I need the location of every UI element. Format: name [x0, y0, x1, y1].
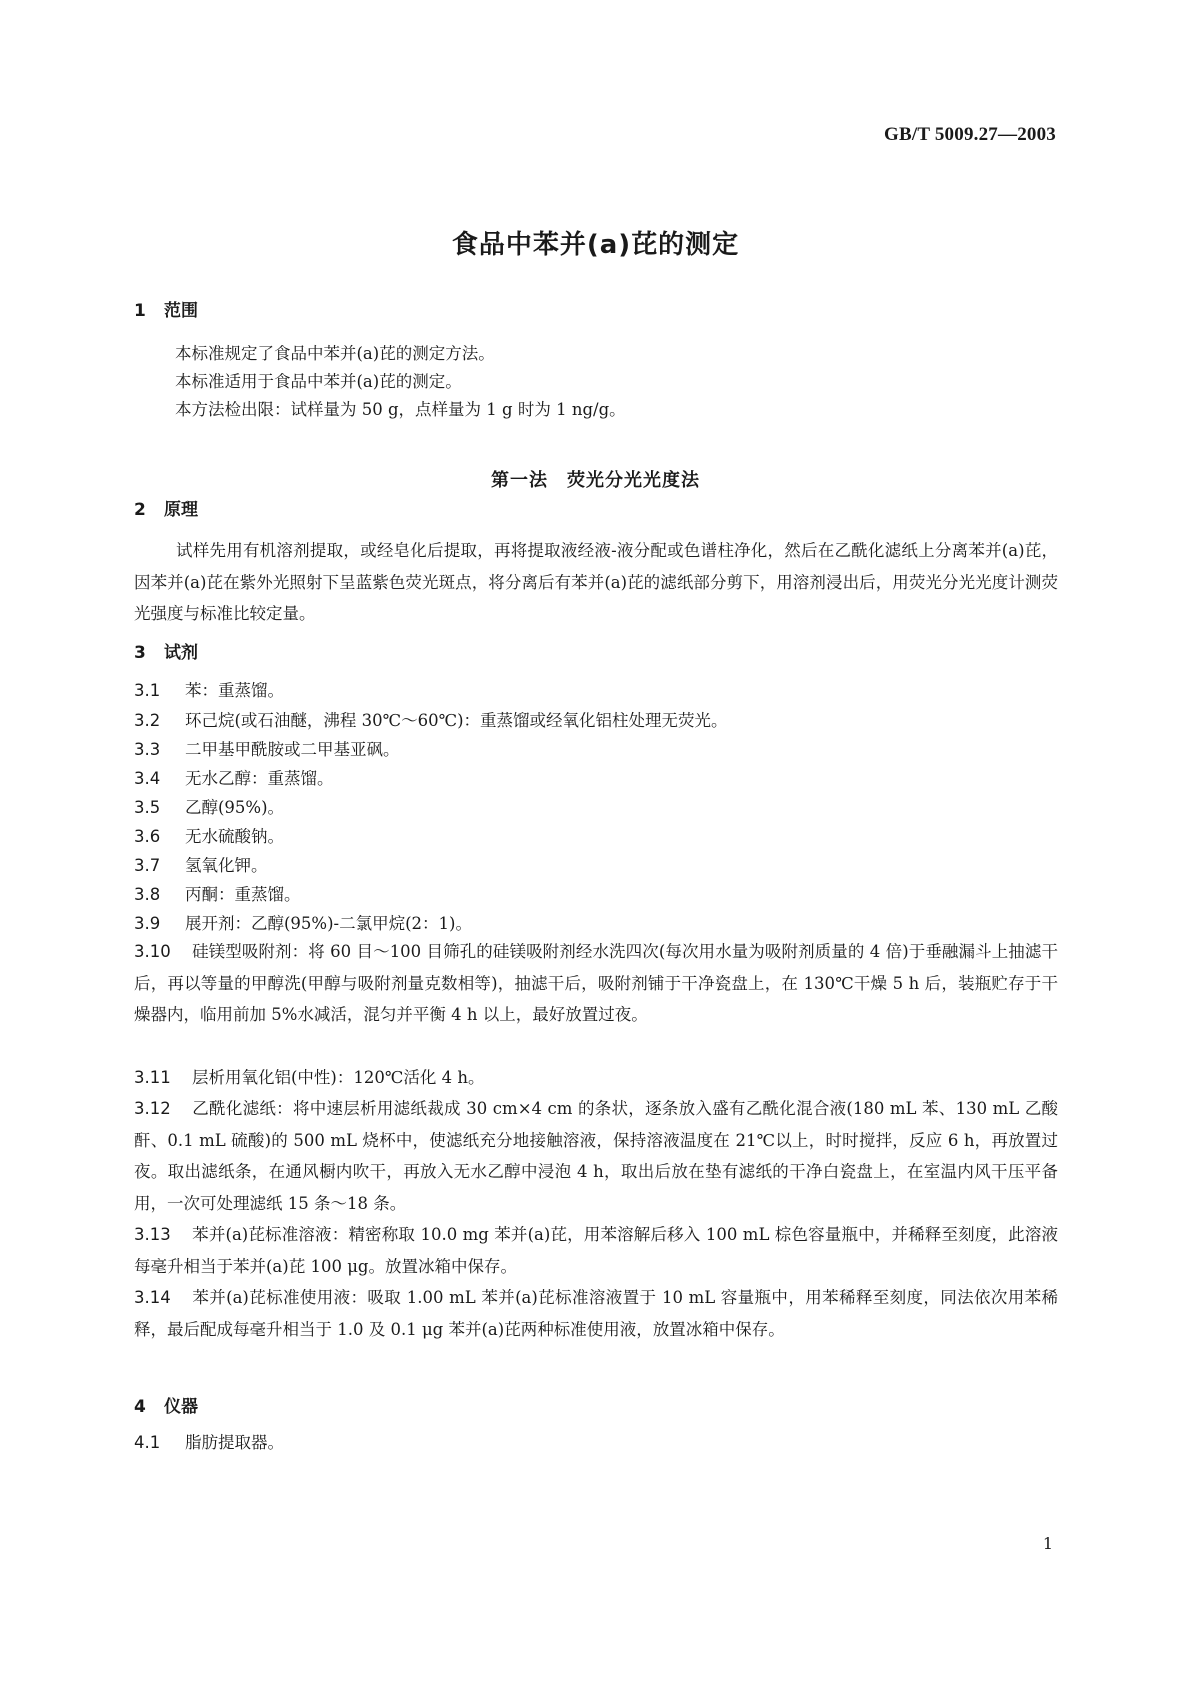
- item-text: 苯并(a)芘标准使用液：吸取 1.00 mL 苯并(a)芘标准溶液置于 10 mL 容量瓶中，用苯稀释至刻度，同法依次用苯稀释，最后配成每毫升相当于 1.0 及 0.1 μg 苯并(a)芘两种标准使用液，放置冰箱中保存。: [134, 1288, 1058, 1339]
- item-text: 氢氧化钾。: [185, 856, 268, 875]
- item-number: 3.7: [134, 856, 161, 875]
- reagent-item: [134, 1093, 1058, 1219]
- scope-line: 本标准规定了食品中苯并(a)芘的测定方法。: [175, 344, 495, 363]
- item-text: 乙酰化滤纸：将中速层析用滤纸裁成 30 cm×4 cm 的条状，逐条放入盛有乙酰化混合液(180 mL 苯、130 mL 乙酸酐、0.1 mL 硫酸)的 500 mL 烧杯中，使滤纸充分地接触溶液，保持溶液温度在 21℃以上，时时搅拌，反应 6 h，再放置过夜。取出滤纸条，在通风橱内吹干，再放入无水乙醇中浸泡 4 h，取出后放在垫有滤纸的干净白瓷盘上，在室温内风干压平备用，一次可处理滤纸 15 条～18 条。: [134, 1099, 1058, 1213]
- scope-line: 本标准适用于食品中苯并(a)芘的测定。: [175, 372, 462, 391]
- reagent-item: [134, 1219, 1058, 1282]
- item-text: 苯并(a)芘标准溶液：精密称取 10.0 mg 苯并(a)芘，用苯溶解后移入 100 mL 棕色容量瓶中，并稀释至刻度，此溶液每毫升相当于苯并(a)芘 100 μg。放置冰箱中保存。: [134, 1225, 1058, 1276]
- principle-paragraph: 试样先用有机溶剂提取，或经皂化后提取，再将提取液经液-液分配或色谱柱净化，然后在乙酰化滤纸上分离苯并(a)芘，因苯并(a)芘在紫外光照射下呈蓝紫色荧光斑点，将分离后有苯并(a)芘的滤纸部分剪下，用溶剂浸出后，用荧光分光光度计测荧光强度与标准比较定量。: [134, 541, 1058, 623]
- item-text: 二甲基甲酰胺或二甲基亚砜。: [185, 740, 400, 759]
- item-text: 硅镁型吸附剂：将 60 目～100 目筛孔的硅镁吸附剂经水洗四次(每次用水量为吸附剂质量的 4 倍)于垂融漏斗上抽滤干后，再以等量的甲醇洗(甲醇与吸附剂量克数相等)，抽滤干后，吸附剂铺于干净瓷盘上，在 130℃干燥 5 h 后，装瓶贮存于干燥器内，临用前加 5%水减活，混匀并平衡 4 h 以上，最好放置过夜。: [134, 942, 1058, 1024]
- section-title: 试剂: [164, 643, 198, 663]
- section-title: 仪器: [164, 1397, 198, 1417]
- standard-code: GB/T 5009.27—2003: [884, 124, 1056, 145]
- reagent-item: [134, 1282, 1058, 1345]
- reagent-item: [134, 1062, 1058, 1094]
- item-text: 展开剂：乙醇(95%)-二氯甲烷(2：1)。: [185, 914, 472, 933]
- item-number: 3.5: [134, 798, 161, 817]
- reagent-item: [134, 879, 1058, 911]
- item-number: 4.1: [134, 1433, 161, 1452]
- item-number: 3.12: [134, 1099, 171, 1118]
- reagent-item: [134, 908, 1058, 940]
- item-number: 3.4: [134, 769, 161, 788]
- document-title: 食品中苯并(a)芘的测定: [451, 230, 740, 260]
- item-number: 3.9: [134, 914, 161, 933]
- method-title: 第一法 荧光分光光度法: [491, 470, 700, 491]
- section-number: 4: [134, 1397, 146, 1417]
- item-text: 苯：重蒸馏。: [185, 681, 284, 700]
- section-title: 范围: [164, 301, 198, 321]
- section-3-heading: [134, 638, 198, 663]
- section-number: 3: [134, 643, 146, 663]
- item-number: 3.3: [134, 740, 161, 759]
- section-1-heading: [134, 296, 198, 321]
- reagent-item: [134, 734, 1058, 766]
- item-text: 脂肪提取器。: [185, 1433, 284, 1452]
- section-number: 1: [134, 301, 146, 321]
- page-number: 1: [1042, 1534, 1053, 1553]
- reagent-item: [134, 850, 1058, 882]
- item-text: 无水硫酸钠。: [185, 827, 284, 846]
- reagent-item: [134, 675, 1058, 707]
- reagent-item: [134, 821, 1058, 853]
- item-text: 无水乙醇：重蒸馏。: [185, 769, 334, 788]
- item-number: 3.1: [134, 681, 161, 700]
- item-text: 丙酮：重蒸馏。: [185, 885, 301, 904]
- item-number: 3.11: [134, 1068, 171, 1087]
- apparatus-item: [134, 1427, 1058, 1459]
- reagent-item: [134, 936, 1058, 1031]
- section-2-heading: [134, 495, 198, 520]
- item-number: 3.10: [134, 942, 171, 961]
- section-number: 2: [134, 500, 146, 520]
- item-text: 环己烷(或石油醚，沸程 30℃～60℃)：重蒸馏或经氧化铝柱处理无荧光。: [185, 711, 728, 730]
- item-number: 3.13: [134, 1225, 171, 1244]
- reagent-item: [134, 792, 1058, 824]
- reagent-item: [134, 705, 1058, 737]
- item-number: 3.14: [134, 1288, 171, 1307]
- item-number: 3.6: [134, 827, 161, 846]
- reagent-item: [134, 763, 1058, 795]
- scope-line: 本方法检出限：试样量为 50 g，点样量为 1 g 时为 1 ng/g。: [175, 400, 626, 419]
- item-number: 3.8: [134, 885, 161, 904]
- section-title: 原理: [164, 500, 198, 520]
- item-text: 乙醇(95%)。: [185, 798, 285, 817]
- item-number: 3.2: [134, 711, 161, 730]
- item-text: 层析用氧化铝(中性)：120℃活化 4 h。: [192, 1068, 485, 1087]
- section-4-heading: [134, 1392, 198, 1417]
